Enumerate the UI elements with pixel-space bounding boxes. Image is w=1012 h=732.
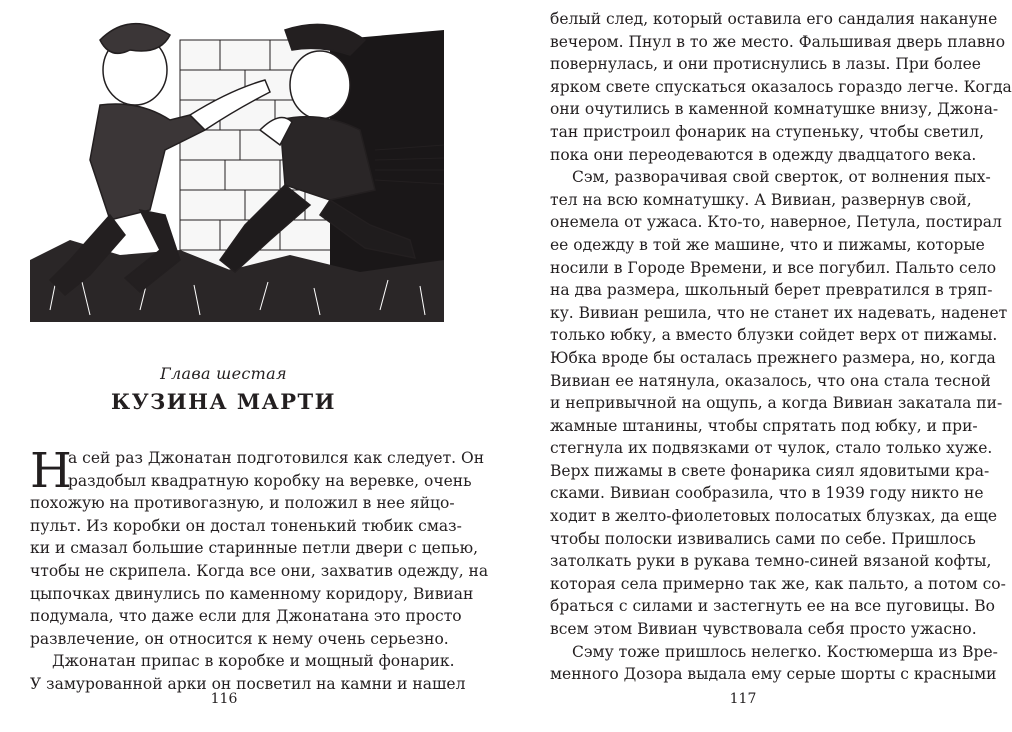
page-number: 116 — [210, 691, 238, 707]
text-line: они очутились в каменной комнатушке внизу, Джона- — [550, 100, 999, 119]
text-line: вечером. Пнул в то же место. Фальшивая дверь плавно — [550, 32, 1006, 51]
text-line: повернулась, и они протиснулись в лазы. При более — [550, 55, 981, 74]
text-line: Джонатан припас в коробке и мощный фонарик. — [52, 652, 455, 671]
text-line: сками. Вивиан сообразила, что в 1939 году никто не — [550, 484, 984, 503]
text-line: ки и смазал большие старинные петли двери с цепью, — [30, 539, 479, 558]
text-line: Сэму тоже пришлось нелегко. Костюмерша из Вре- — [572, 642, 998, 661]
chapter-label: Глава шестая — [160, 364, 287, 383]
text-line: цыпочках двинулись по каменному коридору, Вивиан — [30, 584, 474, 603]
text-line: только юбку, а вместо блузки сойдет верх от пижамы. — [550, 326, 998, 345]
text-line: всем этом Вивиан чувствовала себя просто ужасно. — [550, 620, 977, 639]
text-line: тан пристроил фонарик на ступеньку, чтобы светил, — [550, 122, 984, 141]
text-line: чтобы полоски извивались сами по себе. Пришлось — [550, 529, 976, 548]
ink-illustration-icon — [30, 10, 444, 322]
text-line: раздобыл квадратную коробку на веревке, очень — [68, 471, 472, 490]
text-line: похожую на противогазную, и положил в нее яйцо- — [30, 494, 455, 513]
text-line: и непривычной на ощупь, а когда Вивиан закатала пи- — [550, 394, 1003, 413]
text-line: Вивиан ее натянула, оказалось, что она стала тесной — [550, 371, 991, 390]
right-page — [478, 0, 1012, 732]
text-line: У замурованной арки он посветил на камни и нашел — [30, 674, 466, 693]
drop-cap: Н — [30, 443, 72, 499]
text-line: ходит в желто-фиолетовых полосатых блузках, да еще — [550, 507, 998, 526]
left-text-block — [30, 443, 489, 696]
text-line: жамные штанины, чтобы спрятать под юбку, и при- — [550, 416, 978, 435]
text-line: подумала, что даже если для Джонатана это просто — [30, 607, 462, 626]
left-page — [0, 0, 489, 732]
text-line: Верх пижамы в свете фонарика сиял ядовитыми кра- — [550, 461, 990, 480]
drop-cap-paragraph — [30, 443, 485, 499]
text-line: чтобы не скрипела. Когда все они, захватив одежду, на — [30, 561, 489, 580]
text-line: менного Дозора выдала ему серые шорты с красными — [550, 665, 997, 684]
text-line: развлечение, он относится к нему очень серьезно. — [30, 629, 449, 648]
text-line: а сей раз Джонатан подготовился как следует. Он — [68, 449, 485, 467]
text-line: пульт. Из коробки он достал тоненький тюбик смаз- — [30, 516, 462, 535]
text-line: онемела от ужаса. Кто-то, наверное, Петула, постирал — [550, 213, 1002, 232]
text-line: Сэм, разворачивая свой сверток, от волнения пых- — [572, 168, 991, 187]
text-line: на два размера, школьный берет превратился в тряп- — [550, 281, 993, 300]
text-line: ярком свете спускаться оказалось гораздо легче. Когда — [550, 77, 1012, 96]
text-line: пока они переодеваются в одежду двадцатого века. — [550, 145, 977, 164]
text-line: браться с силами и застегнуть ее на все пуговицы. Во — [550, 597, 995, 616]
text-line: ее одежду в той же машине, что и пижамы, которые — [550, 235, 985, 254]
text-line: ку. Вивиан решила, что не станет их надевать, наденет — [550, 303, 1008, 322]
text-line: затолкать руки в рукава темно-синей вязаной кофты, — [550, 552, 992, 571]
text-line: белый след, который оставила его сандалия накануне — [550, 10, 998, 28]
text-line: стегнула их подвязками от чулок, стало только хуже. — [550, 439, 993, 458]
text-line: Юбка вроде бы осталась прежнего размера, но, когда — [550, 348, 996, 367]
text-line: носили в Городе Времени, и все погубил. Пальто село — [550, 258, 997, 277]
text-line: которая села примерно так же, как пальто, а потом со- — [550, 574, 1006, 593]
page-number: 117 — [729, 691, 757, 707]
right-text-block — [550, 8, 1012, 686]
text-line: тел на всю комнатушку. А Вивиан, развернув свой, — [550, 190, 972, 209]
chapter-title: КУЗИНА МАРТИ — [111, 389, 336, 414]
